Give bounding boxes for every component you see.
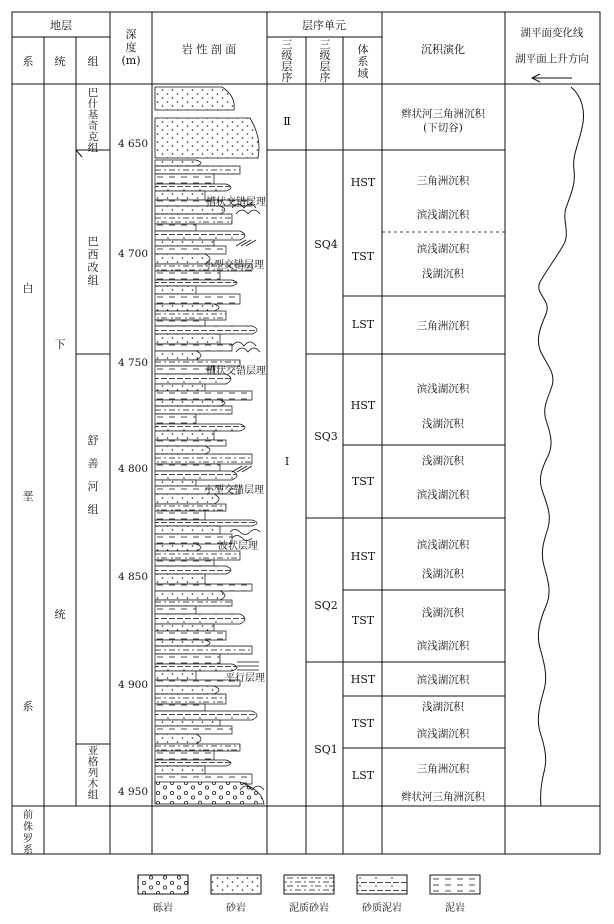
tract-sq4-hst: HST	[350, 176, 376, 189]
lithology-header: 岩 性 剖 面	[181, 43, 237, 56]
second-order-header-1: 三	[281, 38, 293, 51]
facies-sq1-tst-2: 滨浅湖沉积	[416, 728, 470, 740]
facies-sq4-tst-2: 浅湖沉积	[422, 268, 464, 280]
formation-shushanhe-3: 河	[87, 480, 99, 493]
formation-shushanhe-4: 组	[87, 503, 99, 516]
lithology-bed	[155, 286, 196, 294]
third-order-header-4: 序	[319, 71, 331, 84]
depth-tick-4850: 4 850	[117, 571, 149, 583]
parallel-bedding-icon	[237, 662, 259, 670]
sq2-label: SQ2	[314, 599, 338, 612]
lithology-bed	[155, 224, 196, 231]
lithology-bed	[155, 240, 214, 246]
lithology-bed	[155, 280, 237, 286]
facies-sq4-tst-1: 滨浅湖沉积	[416, 243, 470, 255]
bedding-label-trough-2: 槽状交错层理	[206, 366, 266, 377]
lithology-bed	[155, 431, 214, 440]
depth-header-3: (m)	[121, 54, 141, 67]
lithology-bed	[155, 744, 240, 751]
facies-incised-valley: (下切谷)	[423, 122, 463, 134]
tract-sq1-tst: TST	[351, 717, 375, 730]
system-pre-jurassic-4: 系	[23, 845, 33, 856]
lithology-bed	[155, 351, 201, 360]
facies-sq1-hst-1: 滨浅湖沉积	[416, 674, 470, 686]
lithology-bed	[155, 600, 232, 606]
formation-yageliemu-4: 木	[87, 778, 99, 790]
lithology-bed	[155, 271, 220, 280]
facies-sq1-lst-1: 三角洲沉积	[416, 763, 470, 775]
legend-label-sand: 砂岩	[226, 903, 246, 914]
facies-braided-delta-top: 辫状河三角洲沉积	[401, 108, 485, 120]
lake-level-curve	[538, 87, 583, 806]
legend	[138, 875, 480, 914]
lithology-bed	[155, 544, 201, 551]
facies-sq4-lst-1: 三角洲沉积	[416, 320, 470, 332]
tract-sq1-lst: LST	[351, 769, 375, 782]
legend-swatch-muddy-sand	[284, 875, 334, 894]
lithology-bed	[155, 344, 232, 351]
trough-cross-bedding-icon-2	[232, 342, 260, 352]
lithology-bed	[155, 480, 196, 486]
tract-header-1: 体	[357, 43, 369, 56]
lithology-bed	[155, 246, 226, 254]
formation-shushanhe-1: 舒	[87, 434, 99, 447]
lithology-bed	[155, 560, 214, 566]
lithology-bed	[155, 214, 232, 224]
depth-axis	[118, 138, 148, 798]
lithology-bed	[155, 231, 245, 240]
depth-header-2: 度	[125, 41, 137, 54]
lithology-bed	[155, 646, 252, 654]
facies-sq3-hst-2: 浅湖沉积	[422, 418, 464, 430]
tract-sq4-tst: TST	[351, 250, 375, 263]
basal-conglomerate	[155, 782, 264, 804]
formation-yageliemu-2: 格	[87, 756, 99, 768]
facies-sq2-tst-1: 浅湖沉积	[422, 607, 464, 619]
second-order-header-3: 层	[281, 60, 293, 73]
system-pre-jurassic-3: 罗	[23, 834, 33, 845]
third-order-header-2: 级	[319, 49, 331, 62]
facies-sq1-tst-1: 浅湖沉积	[422, 701, 464, 713]
second-order-header-4: 序	[281, 71, 293, 84]
legend-swatch-mud	[430, 875, 480, 894]
second-order-I: Ⅰ	[284, 455, 290, 468]
third-order-header-1: 三	[319, 38, 331, 51]
lithology-bed	[155, 704, 205, 711]
formation-baxigai-3: 改	[87, 261, 99, 274]
system-pre-jurassic-1: 前	[23, 810, 33, 821]
small-cross-bedding-icon	[236, 240, 256, 246]
facies-sq2-tst-2: 滨浅湖沉积	[416, 640, 470, 652]
sq1-label: SQ1	[314, 743, 338, 756]
formation-bashijiqike-4: 奇	[87, 120, 99, 132]
formation-yageliemu-5: 组	[87, 789, 99, 801]
legend-label-muddy-sand: 泥质砂岩	[289, 903, 329, 914]
legend-label-sandy-mud: 砂质泥岩	[362, 903, 402, 914]
legend-label-mud: 泥岩	[445, 903, 465, 914]
lithology-bed	[155, 624, 214, 631]
facies-sq3-tst-2: 滨浅湖沉积	[416, 489, 470, 501]
strata-header: 地层	[50, 19, 72, 32]
legend-label-gravel: 砾岩	[153, 903, 173, 914]
sq3-label: SQ3	[314, 430, 338, 443]
formation-baxigai-1: 巴	[87, 235, 99, 248]
lithology-bed	[155, 566, 231, 574]
lithology-bed	[155, 471, 237, 480]
facies-dashed-dividers	[382, 232, 505, 590]
top-sandstone-body	[155, 87, 234, 110]
tract-sq3-hst: HST	[350, 399, 376, 412]
formation-boundary-slant	[76, 150, 82, 157]
lithology-bed	[155, 400, 225, 406]
lithology-bed	[155, 311, 226, 320]
lithology-bed	[155, 760, 231, 766]
depth-header-1: 深	[125, 28, 137, 41]
second-order-header-2: 级	[281, 49, 293, 62]
bedding-label-parallel: 平行层理	[225, 673, 265, 684]
system-cretaceous-1: 白	[22, 282, 34, 295]
lithology-bed	[155, 766, 205, 774]
lithology-bed	[155, 254, 210, 264]
lithology-bed	[155, 720, 220, 726]
facies-sq2-hst-1: 滨浅湖沉积	[416, 539, 470, 551]
lake-rise-direction-label: 湖平面上升方向	[515, 53, 589, 65]
bedding-label-trough-1: 槽状交错层理	[206, 197, 266, 208]
lithology-bed	[155, 614, 245, 624]
lithology-bed	[155, 414, 196, 424]
tract-sq2-hst: HST	[350, 550, 376, 563]
system-pre-jurassic-2: 侏	[23, 822, 33, 833]
lithology-bed	[155, 551, 240, 560]
sequence-unit-header: 层序单元	[302, 19, 346, 32]
depth-tick-4800: 4 800	[117, 463, 149, 475]
top-sandstone-body-2	[155, 118, 259, 158]
lithology-bed	[155, 406, 232, 414]
formation-yageliemu-3: 列	[87, 767, 99, 779]
bedding-symbols	[230, 204, 264, 790]
series-lower-2: 统	[54, 608, 66, 621]
sedimentary-evolution	[401, 107, 485, 803]
small-cross-bedding-icon-2	[232, 466, 252, 472]
lithology-column	[155, 160, 257, 784]
formation-shushanhe-2: 善	[87, 457, 99, 470]
lithology-bed	[155, 654, 220, 664]
depth-tick-4900: 4 900	[117, 679, 149, 691]
bedding-label-small-1: 小型交错层理	[204, 260, 264, 271]
system-header: 系	[22, 55, 34, 68]
formation-bashijiqike-6: 组	[87, 142, 99, 154]
lithology-bed	[155, 391, 252, 400]
left-arrow-icon	[532, 74, 572, 82]
formation-bashijiqike-3: 基	[87, 109, 99, 121]
lithology-bed	[155, 631, 226, 640]
lithology-bed	[155, 424, 245, 431]
legend-swatch-sand	[211, 875, 261, 894]
table-grid	[12, 12, 600, 854]
tract-sq1-hst: HST	[350, 673, 376, 686]
formation-baxigai-2: 西	[87, 248, 99, 261]
formation-bashijiqike-2: 什	[87, 98, 99, 110]
system-cretaceous-3: 系	[22, 700, 34, 713]
lithology-bed	[155, 606, 196, 614]
lithology-bed	[155, 640, 210, 646]
facies-sq2-hst-2: 浅湖沉积	[422, 568, 464, 580]
lithology-bed	[155, 591, 225, 600]
depth-tick-4750: 4 750	[117, 357, 149, 369]
legend-swatch-gravel	[138, 875, 188, 894]
tract-header-2: 系	[357, 55, 369, 68]
stratigraphy-labels	[23, 87, 99, 856]
system-cretaceous-2: 垩	[22, 490, 34, 503]
formation-header: 组	[87, 55, 99, 68]
lithology-bed	[155, 191, 205, 200]
series-lower-1: 下	[54, 338, 66, 351]
lithology-bed	[155, 384, 205, 391]
lithology-bed	[155, 440, 226, 446]
facies-sq4-hst-1: 三角洲沉积	[416, 175, 470, 187]
depth-tick-4950: 4 950	[117, 786, 149, 798]
formation-baxigai-4: 组	[87, 274, 99, 287]
lithology-bed	[155, 446, 210, 454]
lithology-bed	[155, 320, 205, 326]
formation-bashijiqike-1: 巴	[87, 87, 99, 99]
formation-yageliemu-1: 亚	[87, 745, 99, 757]
facies-sq3-tst-1: 浅湖沉积	[422, 455, 464, 467]
lithology-bed	[155, 584, 252, 591]
lithology-bed	[155, 326, 257, 334]
sequence-labels	[283, 115, 376, 782]
tract-header-3: 域	[357, 67, 369, 80]
lithology-bed	[155, 694, 226, 704]
third-order-header-3: 层	[319, 60, 331, 73]
facies-sq3-hst-1: 滨浅湖沉积	[416, 383, 470, 395]
lithology-bed	[155, 511, 205, 520]
lithology-bed	[155, 464, 220, 471]
lithology-bed	[155, 294, 240, 304]
lithology-bed	[155, 526, 220, 534]
lithology-bed	[155, 664, 237, 671]
tract-sq4-lst: LST	[351, 318, 375, 331]
lithology-bed	[155, 520, 257, 526]
sed-evolution-header: 沉积演化	[421, 43, 465, 56]
tract-sq3-tst: TST	[351, 475, 375, 488]
lithology-bed	[155, 184, 231, 191]
facies-sq4-hst-2: 滨浅湖沉积	[416, 209, 470, 221]
lithology-bed	[155, 751, 214, 760]
second-order-II: Ⅱ	[283, 115, 291, 128]
lithology-bed	[155, 686, 219, 694]
lake-curve-header: 湖平面变化线	[520, 27, 584, 39]
depth-tick-4700: 4 700	[117, 248, 149, 260]
depth-tick-4650: 4 650	[117, 138, 149, 150]
lithology-bed	[155, 454, 252, 464]
facies-sq1-lst-2: 辫状河三角洲沉积	[401, 791, 485, 803]
lithology-bed	[155, 334, 220, 344]
lithology-bed	[155, 174, 214, 184]
lithology-bed	[155, 726, 232, 734]
sq4-label: SQ4	[314, 238, 338, 251]
lithology-bed	[155, 504, 226, 511]
lithology-bed	[155, 711, 257, 720]
lithology-bed	[155, 574, 205, 584]
lithology-bed	[155, 734, 201, 744]
series-header: 统	[54, 55, 66, 68]
lithology-bed	[155, 671, 196, 680]
legend-swatch-sandy-mud	[357, 875, 407, 894]
wavy-bedding-icon	[230, 530, 260, 541]
bedding-label-wavy: 波状层理	[218, 541, 258, 552]
bedding-label-small-2: 小型交错层理	[204, 485, 264, 496]
lithology-bed	[155, 166, 240, 174]
formation-bashijiqike-5: 克	[87, 131, 99, 143]
lithology-bed	[155, 304, 219, 311]
tract-sq2-tst: TST	[351, 614, 375, 627]
lithology-bed	[155, 160, 201, 166]
